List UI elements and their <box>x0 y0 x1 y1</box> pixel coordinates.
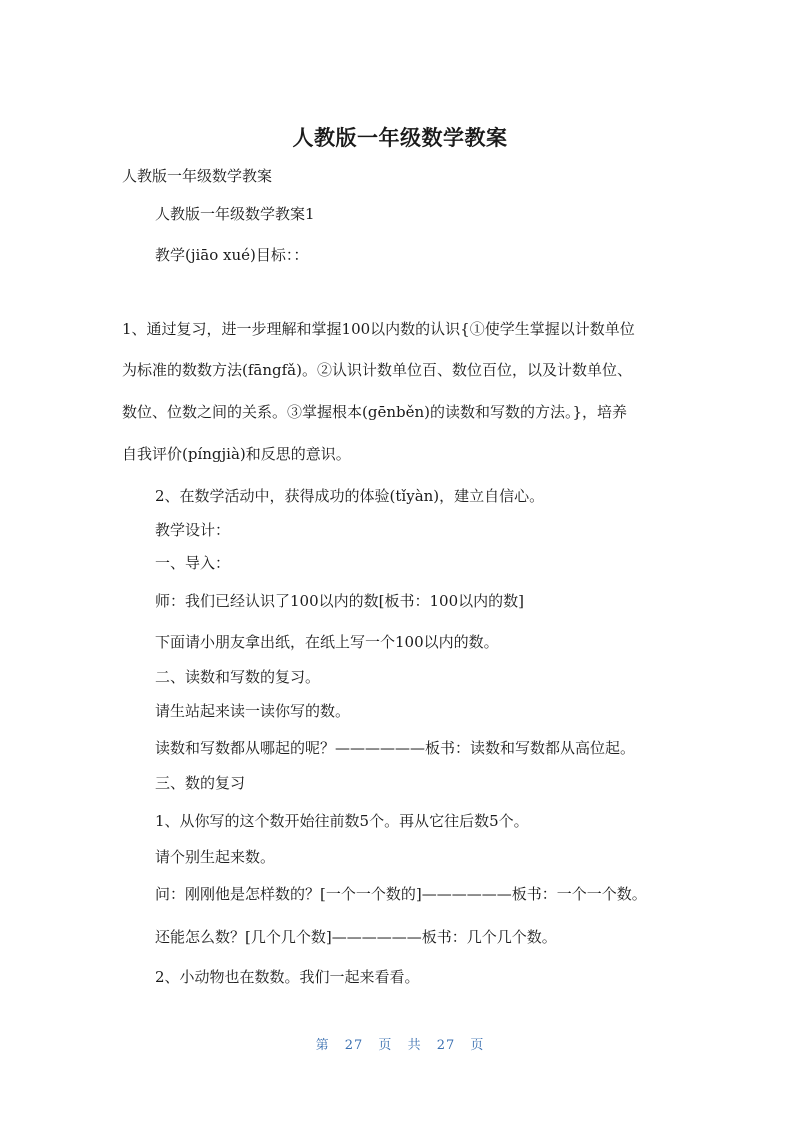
text-line-count-forward: 1、从你写的这个数开始往前数5个。再从它往后数5个。 <box>155 812 529 830</box>
text-line-design-heading: 教学设计： <box>155 521 231 539</box>
text-line-student-count: 请个别生起来数。 <box>155 848 276 866</box>
text-line-objectives-heading: 教学(jiāo xué)目标：： <box>155 246 309 264</box>
text-line-objective-1c: 数位、位数之间的关系。③掌握根本(gēnběn)的读数和写数的方法。}，培养 <box>122 403 628 421</box>
text-line-section-1: 一、导入： <box>155 554 231 572</box>
text-line-lesson-heading: 人教版一年级数学教案1 <box>155 205 315 223</box>
text-line-objective-1d: 自我评价(píngjià)和反思的意识。 <box>122 445 351 463</box>
text-line-objective-1b: 为标准的数数方法(fāngfǎ)。②认识计数单位百、数位百位，以及计数单位、 <box>122 361 632 379</box>
text-line-write-number: 下面请小朋友拿出纸，在纸上写一个100以内的数。 <box>155 633 499 651</box>
text-line-section-2: 二、读数和写数的复习。 <box>155 668 321 686</box>
text-line-read-number: 请生站起来读一读你写的数。 <box>155 702 351 720</box>
text-line-objective-2: 2、在数学活动中，获得成功的体验(tǐyàn)，建立自信心。 <box>155 487 545 505</box>
text-line-subtitle: 人教版一年级数学教案 <box>122 167 273 185</box>
text-line-teacher-intro: 师：我们已经认识了100以内的数[板书：100以内的数] <box>155 592 524 610</box>
document-title: 人教版一年级数学教案 <box>292 126 508 150</box>
text-line-read-write-question: 读数和写数都从哪起的呢？——————板书：读数和写数都从高位起。 <box>155 739 636 757</box>
text-line-animals-count: 2、小动物也在数数。我们一起来看看。 <box>155 968 420 986</box>
text-line-how-count: 问：刚刚他是怎样数的？[一个一个数的]——————板书：一个一个数。 <box>155 885 647 903</box>
page-number-footer: 第 27 页 共 27 页 <box>315 1038 485 1053</box>
text-line-section-3: 三、数的复习 <box>155 774 246 792</box>
text-line-other-count: 还能怎么数？[几个几个数]——————板书：几个几个数。 <box>155 928 557 946</box>
text-line-objective-1a: 1、通过复习，进一步理解和掌握100以内数的认识{①使学生掌握以计数单位 <box>122 320 635 338</box>
